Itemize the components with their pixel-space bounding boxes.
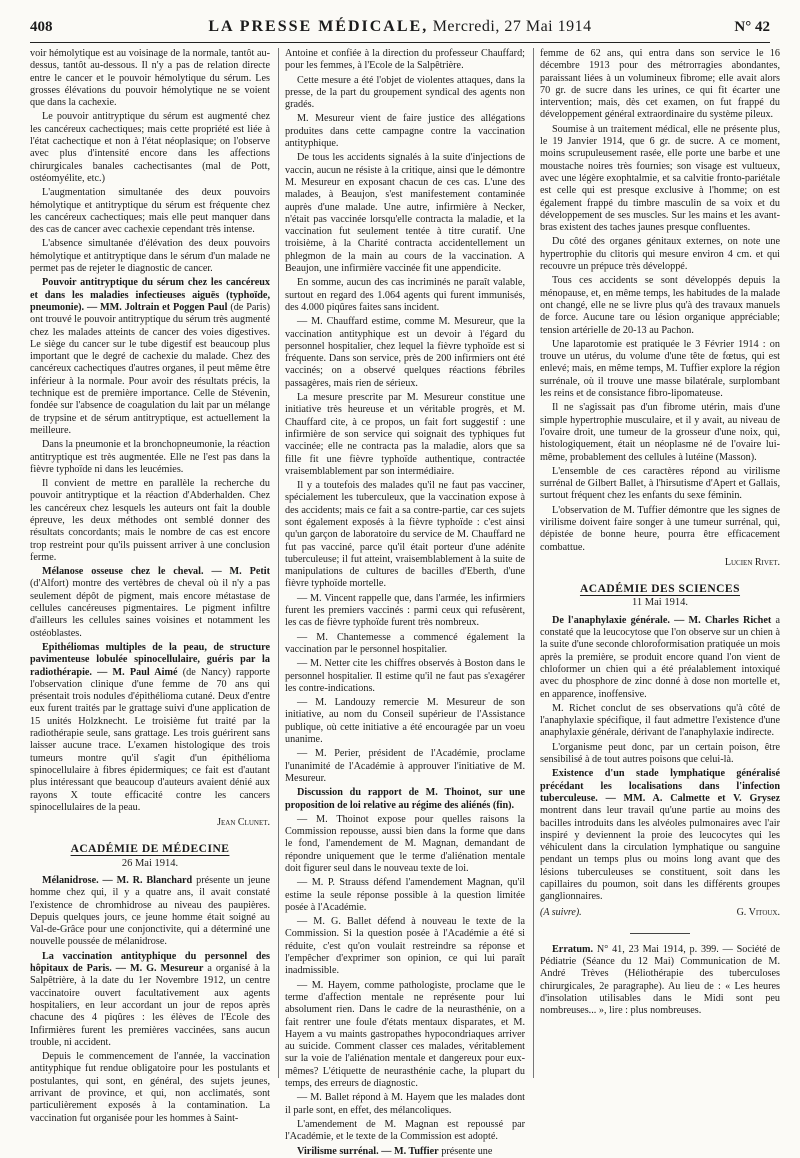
erratum [540,944,780,1018]
paragraph: — M. Perier, président de l'Académie, proclame l'unanimité de l'Académie à approuver l'initiative de M. Mesureur. [285,748,525,784]
section-date: 26 Mai 1914. [121,857,179,869]
paragraph: — M. P. Strauss défend l'amendement Magnan, qu'il estime la seule réponse possible à la question limitée posée à l'Académie. [285,877,525,913]
paragraph: En somme, aucun des cas incriminés ne paraît valable, surtout en regard des 1.064 agents qui furent immunisés, des 4.000 piqûres faites sans incident. [285,277,525,313]
paragraph: Il ne s'agissait pas d'un fibrome utérin, mais d'une simple hypertrophie musculaire, et il y avait, au niveau de l'ovaire droit, une tumeur de la grosseur d'une noix, qui, histologiquement, était un néoplasme né de l'ovaire lui-même, probablement des cellules à lutéine (Masson). [540,402,780,463]
paragraph: L'amendement de M. Magnan est repoussé par l'Académie, et le texte de la Commission est adopté. [285,1118,525,1143]
paragraph: M. Mesureur vient de faire justice des allégations produites dans cette campagne contre la vaccination antityphique. [285,113,525,150]
column-divider [278,48,279,1078]
paragraph: Antoine et confiée à la direction du professeur Chauffard; pour les femmes, à l'Ecole de la Salpêtrière. [285,48,525,72]
article-title: Pouvoir antitryptique du sérum chez les cancéreux et dans les maladies infectieuses aiguës (typhoïde, pneumonie). — MM. Joltrain et Poggen Paul [30,277,270,313]
article-title: Discussion du rapport de M. Thoinot, sur une proposition de loi relative au régime des aliénés (fin). [285,787,525,811]
paragraph: La mesure prescrite par M. Mesureur constitue une initiative très heureuse et un véritable progrès, et M. Chauffard cite, à ce propos, un fait fort suggestif : une infirmière de son service qui soignait des typhiques fut vaccinée; elle ne contracta pas la maladie, alors que sa fille fit une fièvre typhoïde authentique, contractée vraisemblablement par son intermédiaire. [285,392,525,477]
article-text: (d'Alfort) montre des vertèbres de cheval où il n'y a pas seulement dépôt de pigment, mais encore métastase de cellules cancéreuses pigmentaires. Le pigment infiltre d'ailleurs les cellules saines voisines et notamment les ostéoblastes. [30,578,270,639]
erratum-text: N° 41, 23 Mai 1914, p. 399. — Société de Pédiatrie (Séance du 12 Mai) Communication de M. André Trèves (Héliothérapie des tuberculoses chirurgicales, 2e paragraphe). Au lieu de : « Les heures d'insolation utilisables dans le Midi sont peu nombreuses... », lire : plus nombreuses. [540,943,781,1017]
paragraph: — M. Hayem, comme pathologiste, proclame que le terme d'affection mentale ne représente pour lui absolument rien. Dans le cadre de la neurasthénie, on a fait rentrer une foule d'états mentaux disparates, et M. Hayem a vu maints gastropathes hypocondriaques arriver au suicide. Comment classer ces malades, véritablement sur la voie de l'aliénation mentale et dangereux pour eux-mêmes? L'étiquette de neurasthénie cache, la plupart du temps, des erreurs de diagnostic. [285,979,525,1090]
paragraph: Il y a toutefois des malades qu'il ne faut pas vacciner, spécialement les tuberculeux, que la vaccination expose à des accidents; mais ce fait a sa contre-partie, car ces sujets sont également exposés à la fièvre typhoïde : c'est ainsi qu'un garçon de laboratoire du service de M. Chauffard ne fut pas vacciné, parce qu'il était porteur d'une adénite tuberculeuse; il fut atteint, vraisemblablement à la suite de manipulations de cultures de bacilles d'Eberth, d'une fièvre typhoïde mortelle. [285,480,525,590]
paragraph: Du côté des organes génitaux externes, on note une hypertrophie du clitoris qui mesure environ 4 cm. et qui recouvre un prépuce très développé. [540,236,780,273]
paragraph: L'absence simultanée d'élévation des deux pouvoirs hémolytique et antitryptique dans le sérum d'un malade ne permet pas de rejeter le diagnostic de cancer. [30,238,270,275]
paragraph: Soumise à un traitement médical, elle ne présente plus, le 19 Janvier 1914, que 6 gr. de sucre. A ce moment, moins scrupuleusement rasée, elle porte une barbe et une moustache noires très fournies; son visage est vultueux, avec une légère exophtalmie, et sa calvitie fronto-pariétale est celle qui est presque exclusive à l'homme; on est également frappé du timbre masculin de sa voix et du développement de ses muscles. Sur les mains et les avant-bras existent des taches jaunes presque confluentes. [540,123,780,234]
article-title: Existence d'un stade lymphatique généralisé précédant les localisations dans l'infection tuberculeuse. — MM. A. Calmette et V. Grysez [540,768,780,804]
article [285,1146,525,1158]
issue-number: N° 42 [734,19,770,35]
column-2 [285,48,525,1157]
paragraph: Une laparotomie est pratiquée le 3 Février 1914 : on trouve un utérus, du volume d'une tête de fœtus, qui est enlevé; mais, en même temps, M. Tuffier explore la région surrénale, où il trouve une masse bilatérale, surplombant les reins et de consistance fibro-lipomateuse. [540,338,780,400]
column-divider [533,48,534,1078]
paragraph: — M. Netter cite les chiffres observés à Boston dans le personnel hospitalier. Il estime qu'il ne faut pas s'exagérer les contre-indications. [285,658,525,694]
paragraph: — M. G. Ballet défend à nouveau le texte de la Commission. Si la question posée à l'Académie a été si réduite, c'est qu'on voulait restreindre sa réponse et l'empêcher d'exprimer son opinion, ce qui lui paraît inadmissible. [285,916,525,977]
article [540,615,780,701]
article-text: présente un jeune homme chez qui, il y a quatre ans, il avait constaté l'existence de chromhidrose au niveau des paupières. Depuis quelques jours, ce jeune homme était soigné au Val-de-Grâce pour une conjonctivite, qui a déterminé une nouvelle poussée de mélanidrose. [30,875,270,948]
paragraph: — M. Chantemesse a commencé également la vaccination par le personnel hospitalier. [285,631,525,655]
paragraph: Dans la pneumonie et la bronchopneumonie, la réaction antitryptique est très augmentée. Elle ne l'est pas dans la fièvre typhoïde ni dans les leucémies. [30,439,270,475]
separator-rule [630,933,690,934]
article-title: De l'anaphylaxie générale. — M. Charles Richet [552,614,772,626]
paragraph: — M. Vincent rappelle que, dans l'armée, les infirmiers furent les premiers vaccinés : parmi ceux qui refusèrent, les cas de fièvre typhoïde furent très nombreux. [285,592,525,629]
article-title: La vaccination antityphique du personnel des hôpitaux de Paris. — M. G. Mesureur [30,950,270,975]
paragraph: Cette mesure a été l'objet de violentes attaques, dans la presse, de la part du groupement syndical des agents non gradés. [285,74,525,111]
paragraph: L'augmentation simultanée des deux pouvoirs hémolytique et antitryptique du sérum est fréquente chez les cancéreux cachectiques; mais elle peut manquer dans des cas de cancer avec cachexie cependant très intense. [30,187,270,236]
paragraph: Le pouvoir antitryptique du sérum est augmenté chez les cancéreux cachectiques; mais cette propriété est liée à l'état cachectique et non à l'état néoplasique; on l'observe avec plus d'intensité encore dans les affections chirurgicales banales cachectisantes (mal de Pott, ostéomyélite, etc.) [30,111,270,184]
article-footer [540,907,780,919]
paragraph: Il convient de mettre en parallèle la recherche du pouvoir antitryptique et la réaction d'Abderhalden. Chez les cancéreux chez lesquels les auteurs ont fait la double épreuve, les deux méthodes ont semblé donner des résultats concordants; mais le nombre de cas est encore trop restreint pour qu'ils puissent arriver à une conclusion ferme. [30,478,270,563]
masthead [100,18,700,36]
section-heading: ACADÉMIE DES SCIENCES [579,583,741,596]
author-signature: Lucien Rivet. [724,556,780,568]
article [540,768,780,903]
article-title: Epithéliomas multiples de la peau, de structure pavimenteuse lobulée spinocellulaire, guéris par la radiothérapie. — M. Paul Aimé [30,641,270,678]
article-text: a organisé à la Salpêtrière, à la date du 1er Novembre 1912, un centre vaccinatoire ouvert facultativement aux agents hospitaliers, en leur accordant un jour de repos après chacune des 4 piqûres : les élèves de l'Ecole des Infirmières furent les premières vaccinées, sans aucun trouble, ni accident. [30,963,270,1048]
column-3 [540,48,780,1078]
article [30,566,270,640]
article-text: (de Paris) ont trouvé le pouvoir antitryptique du sérum très augmenté chez les malades atteints de cancer des voies digestives. Le siège du cancer sur le tube digestif est beaucoup plus important que le degré de cachexie du malade. Chez des cancéreux cachectiques d'autres organes, il peut même être inférieur à la normale. Pour avoir des résultats précis, la technique est de première importance. Celle de Stévenin, fondée sur l'absence de coagulation du lait par un mélange de trypsine et de sérum antitryptique, est actuellement la meilleure. [30,301,270,436]
paragraph: M. Richet conclut de ses observations qu'à côté de l'anaphylaxie spécifique, il faut admettre l'existence d'une anaphylaxie générale, dérivant de l'anaphylaxie indirecte. [540,702,780,739]
erratum-label: Erratum. [552,943,594,955]
journal-title: LA PRESSE MÉDICALE, [208,18,429,35]
paragraph: — M. Ballet répond à M. Hayem que les malades dont il parle sont, en effet, des mélancoliques. [285,1092,525,1116]
article [30,951,270,1049]
paragraph: L'observation de M. Tuffier démontre que les signes de virilisme doivent faire songer à une tumeur surrénal, qui, dépistée de bonne heure, pourra être efficacement combattue. [540,504,780,553]
section-date: 11 Mai 1914. [632,597,688,609]
page-number: 408 [30,19,53,35]
paragraph: L'organisme peut donc, par un certain poison, être sensibilisé à de tout autres poisons que celui-là. [540,741,780,766]
paragraph: voir hémolytique est au voisinage de la normale, tantôt au-dessus, tantôt au-dessous. Il n'y a pas de relation directe entre le cancer et le pouvoir hémolytique du sérum. Les grosses élévations du pouvoir hémolytique ne se voient que dans la cachexie. [30,48,270,109]
section-heading: ACADÉMIE DE MÉDECINE [70,843,230,856]
paragraph: femme de 62 ans, qui entra dans son service le 16 décembre 1913 pour des métrorragies abondantes, paraissant liées à un volumineux fibrome; elle avait alors 70 gr. de sucre dans les urines, ce qui fit écarter une intervention; mais, dès cet examen, on fut frappé du développement général extraordinaire du système pileux. [540,48,780,121]
paragraph: De tous les accidents signalés à la suite d'injections de vaccin, aucun ne résiste à la critique, ainsi que le démontre M. Mesureur en exposant chacun de ces cas. L'une des malades, à Beaujon, s'est manifestement contaminée auprès d'une malade. Une autre, infirmière à Necker, n'était pas vaccinée lorsqu'elle contracta la maladie, et la vaccination fut seulement tentée à titre curatif. Une troisième, à la Charité contracta accidentellement un phlegmon de la main au cours de la vaccination. A Beaujon, une infirmière vaccinée fit une appendicite. [285,152,525,275]
to-be-continued: (A suivre). [540,906,582,918]
paragraph: — M. Chauffard estime, comme M. Mesureur, que la vaccination antityphique est un devoir à l'égard du personnel hospitalier, chez lequel la fièvre typhoïde est si fréquente. Dans son service, près de 200 infirmiers ont été vaccinés; on a observé quelques réactions fébriles passagères, mais rien de sérieux. [285,316,525,389]
paragraph: Tous ces accidents se sont développés depuis la ménopause, et, en même temps, les habitudes de la malade ont changé, elle ne se livre plus qu'à des travaux manuels de force. Aucune tare ou lésion organique appréciable; tension artérielle de 20-13 au Pachon. [540,275,780,336]
issue-date: Mercredi, 27 Mai 1914 [432,18,592,35]
article [30,875,270,949]
paragraph: L'ensemble de ces caractères répond au virilisme surrénal de Gilbert Ballet, à l'hirsutisme d'Apert et Gallais, surtout fréquent chez les enfants du sexe féminin. [540,465,780,502]
article-text: (de Nancy) rapporte l'observation clinique d'une femme de 70 ans qui présentait trois nodules d'épithélioma cutané. Deux d'entre eux furent traités par le grattage suivi d'une application de 15 unités Holzknecht. Le troisième fut traité par la radiothérapie seule, sans grattage. Les trois guérirent sans laisser aucune trace. L'examen histologique des trois tumeurs montre qu'il s'agit d'un épithélioma spinocellulaire à fibres épidermiques; ce fait est d'autant plus intéressant que beaucoup d'auteurs avaient dénié aux rayons X toute efficacité contre les cancers spinocellulaires de la peau. [30,666,271,813]
author-signature: G. Vitoux. [736,906,780,918]
article-text: montrent dans leur travail qu'une partie au moins des bacilles introduits dans les alvéoles pulmonaires avec l'air inspiré y deviennent la proie des leucocytes qui les véhiculent dans la circulation lymphatique ou sanguine pendant un temps plus ou moins long avant que des lésions tuberculeuses se constituent, soit dans les capillaires du poumon, soit dans les différents groupes ganglionnaires. [540,805,780,903]
paragraph: — M. Landouzy remercie M. Mesureur de son initiative, au nom du Conseil supérieur de l'Assistance publique, où cette initiative a été encouragée par un voeu unanime. [285,697,525,746]
article-text: a constaté que la leucocytose que l'on observe sur un chien à la suite d'une seconde chloroformisation pratiquée un mois après la première, se produit encore quand l'on vient de chloformer un chien qui a été préalablement intoxiqué avec du phosphore de zinc donné à dose non mortelle et, en apparence, inoffensive. [540,614,780,700]
article [30,277,270,437]
page-header [30,18,770,43]
article-title: Virilisme surrénal. — M. Tuffier [297,1145,439,1157]
paragraph: Depuis le commencement de l'année, la vaccination antityphique fut rendue obligatoire pour les postulants et postulantes, qui sont, en général, des sujets jeunes, arrivant de province, et qui, non acclimatés, sont particulièrement exposés à la contamination. La vaccination fut organisée pour les hommes à Saint- [30,1051,270,1124]
article-title: Mélanose osseuse chez le cheval. — M. Petit [42,566,270,578]
article-title-paragraph [285,787,525,812]
article-title: Mélanidrose. — M. R. Blanchard [42,875,193,886]
author-signature: Jean Clunet. [217,817,270,829]
column-1 [30,48,271,1124]
article [30,642,270,814]
article-text: présente une [441,1145,493,1157]
paragraph: — M. Thoinot expose pour quelles raisons la Commission repousse, aussi bien dans la forme que dans le fond, l'amendement de M. Magnan, demandant de répondre uniquement que le terme d'aliénation mentale doit figurer seul dans le nouveau texte de loi. [285,813,525,874]
